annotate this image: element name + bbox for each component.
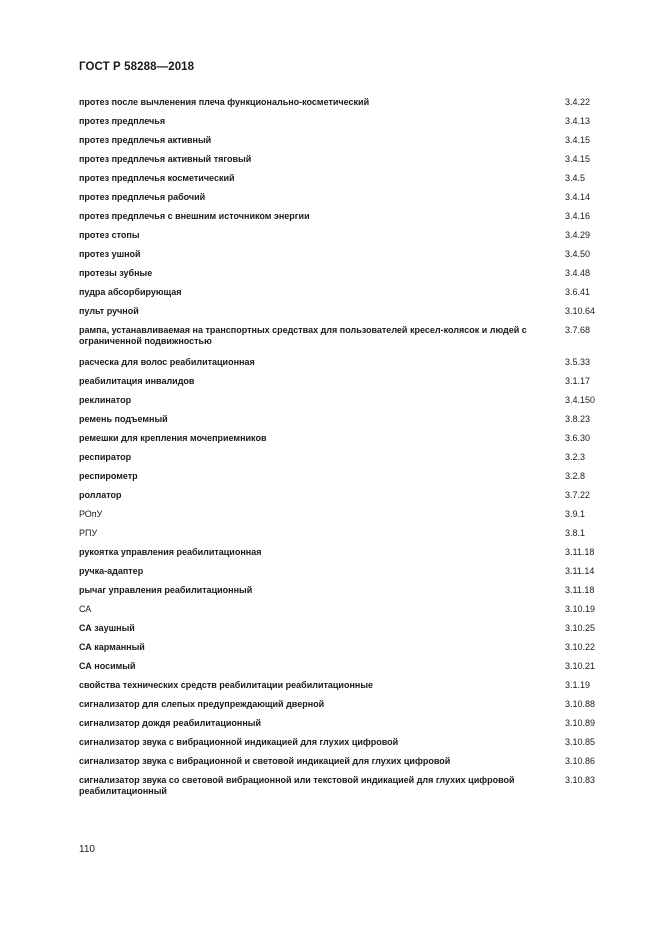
index-reference: 3.2.8 [565,471,586,481]
index-entry [79,452,619,463]
index-entry [79,547,619,558]
index-entry [79,268,619,279]
index-entry [79,230,619,241]
index-term: респирометр [79,471,138,481]
index-term: протез предплечья косметический [79,173,235,183]
term-index-list [79,97,619,807]
index-term: СА носимый [79,661,136,671]
index-reference: 3.10.89 [565,718,596,728]
index-reference: 3.1.17 [565,376,591,386]
index-term: РОпУ [79,509,103,519]
index-entry [79,718,619,729]
index-term: протезы зубные [79,268,153,278]
index-reference: 3.11.18 [565,585,595,595]
index-reference: 3.10.86 [565,756,596,766]
index-term: расческа для волос реабилитационная [79,357,255,367]
index-reference: 3.10.83 [565,775,596,785]
index-term: протез после вычленения плеча функционально-косметический [79,97,370,107]
index-entry [79,97,619,108]
index-entry [79,623,619,634]
index-entry [79,192,619,203]
index-entry [79,306,619,317]
index-reference: 3.9.1 [565,509,586,519]
index-entry [79,135,619,146]
index-term: сигнализатор дождя реабилитационный [79,718,261,728]
index-reference: 3.10.25 [565,623,596,633]
index-reference: 3.10.19 [565,604,596,614]
index-term: протез стопы [79,230,140,240]
index-entry [79,287,619,298]
index-entry [79,325,619,347]
index-term: РПУ [79,528,98,538]
index-term: протез предплечья активный [79,135,212,145]
index-entry [79,357,619,368]
index-term: свойства технических средств реабилитации реабилитационные [79,680,374,690]
index-reference: 3.11.18 [565,547,595,557]
index-entry [79,528,619,539]
index-reference: 3.4.50 [565,249,591,259]
index-term: СА карманный [79,642,145,652]
index-term: ремень подъемный [79,414,168,424]
page-number: 110 [79,844,95,855]
index-entry [79,756,619,767]
index-term: сигнализатор звука с вибрационной индикацией для глухих цифровой [79,737,399,747]
index-entry [79,642,619,653]
index-reference: 3.6.41 [565,287,591,297]
index-entry [79,585,619,596]
index-term: СА заушный [79,623,135,633]
index-term: сигнализатор звука с вибрационной и световой индикацией для глухих цифровой [79,756,451,766]
index-term: пульт ручной [79,306,139,316]
index-reference: 3.8.23 [565,414,591,424]
index-term: рычаг управления реабилитационный [79,585,253,595]
index-entry [79,433,619,444]
index-term: ремешки для крепления мочеприемников [79,433,267,443]
index-reference: 3.4.150 [565,395,596,405]
index-reference: 3.7.68 [565,325,591,335]
document-header: ГОСТ Р 58288—2018 [79,61,195,73]
index-reference: 3.4.15 [565,154,591,164]
index-reference: 3.10.21 [565,661,596,671]
index-entry [79,395,619,406]
index-entry [79,471,619,482]
index-reference: 3.10.85 [565,737,596,747]
index-reference: 3.10.88 [565,699,596,709]
index-reference: 3.6.30 [565,433,591,443]
index-term: протез предплечья [79,116,166,126]
index-term: протез предплечья активный тяговый [79,154,252,164]
index-term: протез ушной [79,249,141,259]
index-reference: 3.5.33 [565,357,591,367]
index-term: СА [79,604,92,614]
index-term: пудра абсорбирующая [79,287,182,297]
index-entry [79,566,619,577]
index-reference: 3.8.1 [565,528,586,538]
index-reference: 3.10.64 [565,306,596,316]
index-reference: 3.4.14 [565,192,591,202]
index-term: протез предплечья с внешним источником энергии [79,211,310,221]
index-entry [79,116,619,127]
index-entry [79,775,619,797]
index-entry [79,414,619,425]
index-entry [79,249,619,260]
index-entry [79,154,619,165]
index-term: ручка-адаптер [79,566,144,576]
index-reference: 3.11.14 [565,566,595,576]
index-entry [79,699,619,710]
index-entry [79,376,619,387]
index-reference: 3.4.5 [565,173,586,183]
index-reference: 3.4.16 [565,211,591,221]
index-reference: 3.4.13 [565,116,591,126]
index-reference: 3.7.22 [565,490,591,500]
index-entry [79,680,619,691]
index-entry [79,211,619,222]
index-reference: 3.4.29 [565,230,591,240]
index-term: респиратор [79,452,132,462]
index-term: роллатор [79,490,122,500]
index-entry [79,661,619,672]
index-term: сигнализатор для слепых предупреждающий дверной [79,699,325,709]
index-term: сигнализатор звука со световой вибрационной или текстовой индикацией для глухих цифровой реабилитационный [79,775,515,796]
index-term: реклинатор [79,395,132,405]
index-term: реабилитация инвалидов [79,376,195,386]
index-entry [79,490,619,501]
index-entry [79,173,619,184]
index-reference: 3.1.19 [565,680,591,690]
index-reference: 3.4.15 [565,135,591,145]
index-entry [79,509,619,520]
index-reference: 3.4.48 [565,268,591,278]
index-term: протез предплечья рабочий [79,192,206,202]
index-reference: 3.2.3 [565,452,586,462]
index-entry [79,604,619,615]
index-reference: 3.4.22 [565,97,591,107]
index-term: рукоятка управления реабилитационная [79,547,262,557]
index-reference: 3.10.22 [565,642,596,652]
index-entry [79,737,619,748]
index-term: рампа, устанавливаемая на транспортных средствах для пользователей кресел-колясок и людей с ограниченной подвижностью [79,325,527,346]
